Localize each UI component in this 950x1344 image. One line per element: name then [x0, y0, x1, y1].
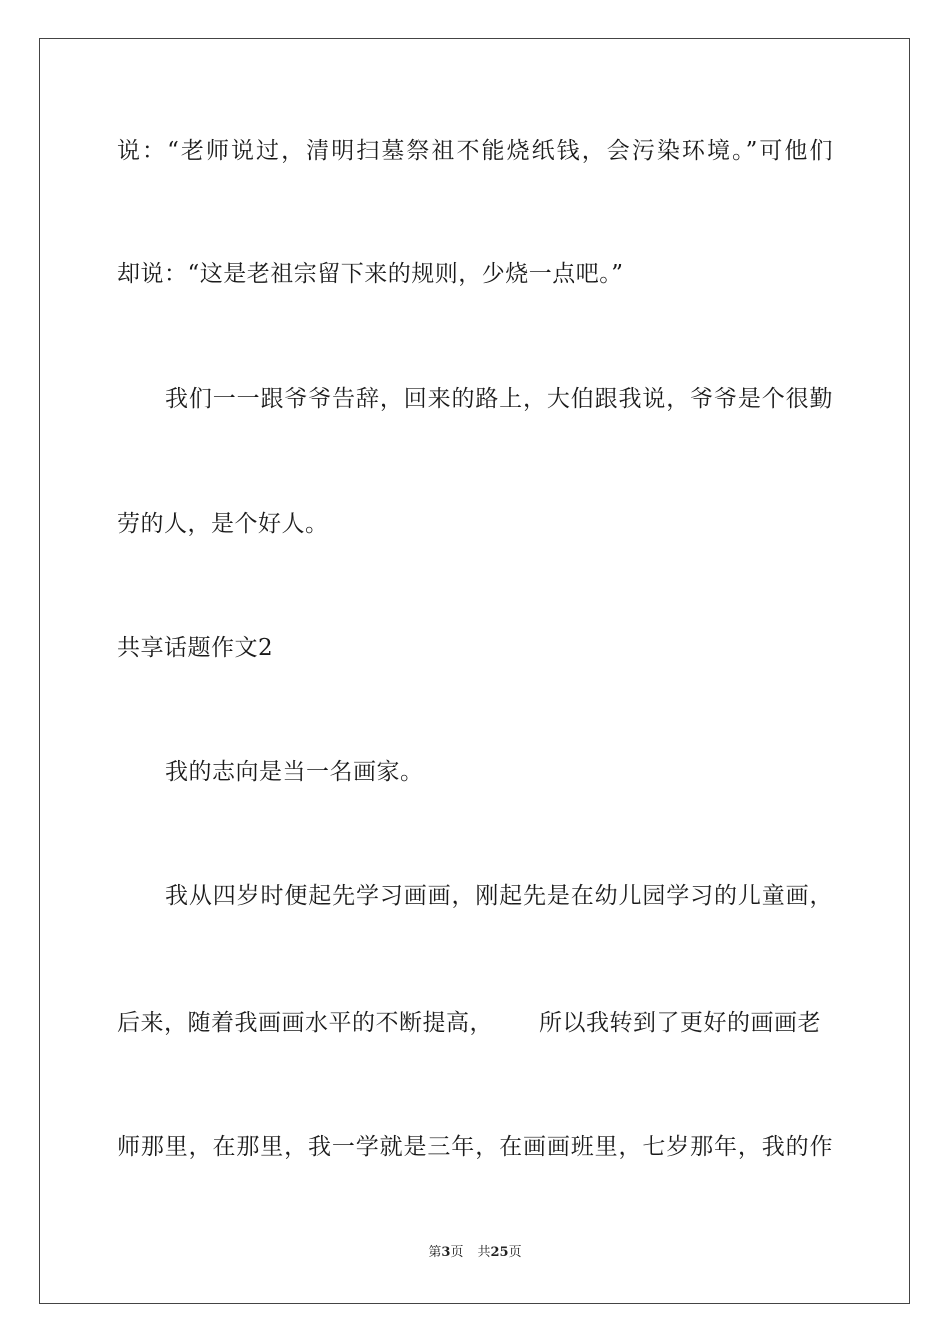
text-line-7: 我从四岁时便起先学习画画，刚起先是在幼儿园学习的儿童画，: [165, 883, 833, 909]
text-line-8: [117, 1008, 833, 1038]
text-line-9: 师那里，在那里，我一学就是三年，在画画班里，七岁那年，我的作: [117, 1134, 833, 1160]
text-line-8-part-2: 所以我转到了更好的画画老: [539, 1010, 821, 1036]
page-border: [39, 38, 910, 1304]
text-line-4: 劳的人，是个好人。: [117, 511, 329, 537]
total-label-prefix: 共: [477, 1245, 491, 1260]
text-line-6: 我的志向是当一名画家。: [165, 759, 424, 785]
section-heading: 共享话题作文2: [117, 635, 274, 661]
page-footer: [0, 1245, 950, 1261]
total-label-suffix: 页: [508, 1245, 522, 1260]
text-line-1: 说：“老师说过，清明扫墓祭祖不能烧纸钱，会污染环境。”可他们: [117, 138, 833, 164]
page-label-suffix: 页: [450, 1245, 464, 1260]
text-line-3: 我们一一跟爷爷告辞，回来的路上，大伯跟我说，爷爷是个很勤: [165, 386, 833, 412]
page-number: 3: [441, 1245, 451, 1260]
text-line-8-part-1: 后来，随着我画画水平的不断提高，: [117, 1010, 493, 1036]
total-pages: 25: [490, 1245, 509, 1260]
page-label-prefix: 第: [428, 1245, 442, 1260]
text-line-2: 却说：“这是老祖宗留下来的规则，少烧一点吧。”: [117, 261, 624, 287]
